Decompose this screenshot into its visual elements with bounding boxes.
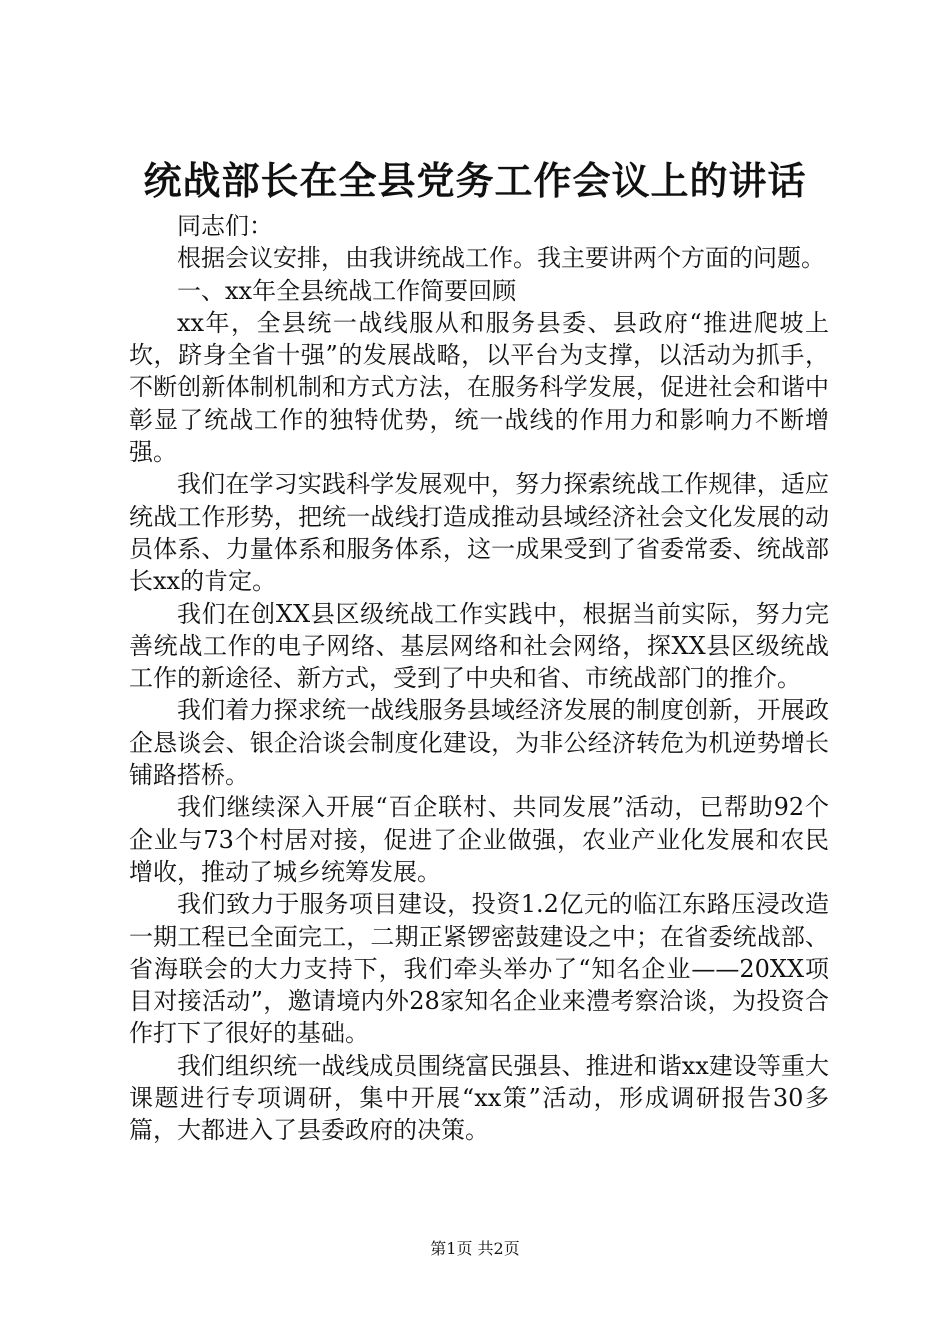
document-body [129, 210, 829, 1147]
paragraph-county-level: 我们在创XX县区级统战工作实践中，根据当前实际，努力完善统战工作的电子网络、基层网络和社会网络，探XX县区级统战工作的新途径、新方式，受到了中央和省、市统战部门的推介。 [129, 599, 829, 693]
paragraph-intro: 根据会议安排，由我讲统战工作。我主要讲两个方面的问题。 [177, 244, 825, 273]
paragraph-economic-system: 我们着力探求统一战线服务县域经济发展的制度创新，开展政企恳谈会、银企洽谈会制度化建设，为非公经济转危为机逆势增长铺路搭桥。 [129, 696, 829, 790]
paragraph-overview: xx年，全县统一战线服从和服务县委、县政府“推进爬坡上坎，跻身全省十强”的发展战略，以平台为支撑，以活动为抓手，不断创新体制机制和方式方法，在服务科学发展，促进社会和谐中彰显了统战工作的独特优势，统一战线的作用力和影响力不断增强。 [129, 308, 829, 467]
paragraph-study-practice: 我们在学习实践科学发展观中，努力探索统战工作规律，适应统战工作形势，把统一战线打造成推动县域经济社会文化发展的动员体系、力量体系和服务体系，这一成果受到了省委常委、统战部长xx的肯定。 [129, 470, 829, 596]
page-total: 共2页 [477, 1239, 520, 1258]
page-number: 第1页 [430, 1239, 473, 1258]
page-footer [0, 1238, 950, 1260]
paragraph-project-construction: 我们致力于服务项目建设，投资1.2亿元的临江东路压浸改造一期工程已全面完工，二期正紧锣密鼓建设之中；在省委统战部、省海联会的大力支持下，我们牵头举办了“知名企业——20XX项目对接活动”，邀请境内外28家知名企业来澧考察洽谈，为投资合作打下了很好的基础。 [129, 890, 829, 1048]
page-title: 统战部长在全县党务工作会议上的讲话 [143, 158, 807, 203]
paragraph-village-linkage: 我们继续深入开展“百企联村、共同发展”活动，已帮助92个企业与73个村居对接，促进了企业做强，农业产业化发展和农民增收，推动了城乡统筹发展。 [129, 793, 829, 886]
paragraph-salutation: 同志们： [177, 212, 273, 240]
paragraph-research: 我们组织统一战线成员围绕富民强县、推进和谐xx建设等重大课题进行专项调研，集中开展“xx策”活动，形成调研报告30多篇，大都进入了县委政府的决策。 [129, 1051, 829, 1145]
section-heading-review: 一、xx年全县统战工作简要回顾 [177, 276, 517, 305]
